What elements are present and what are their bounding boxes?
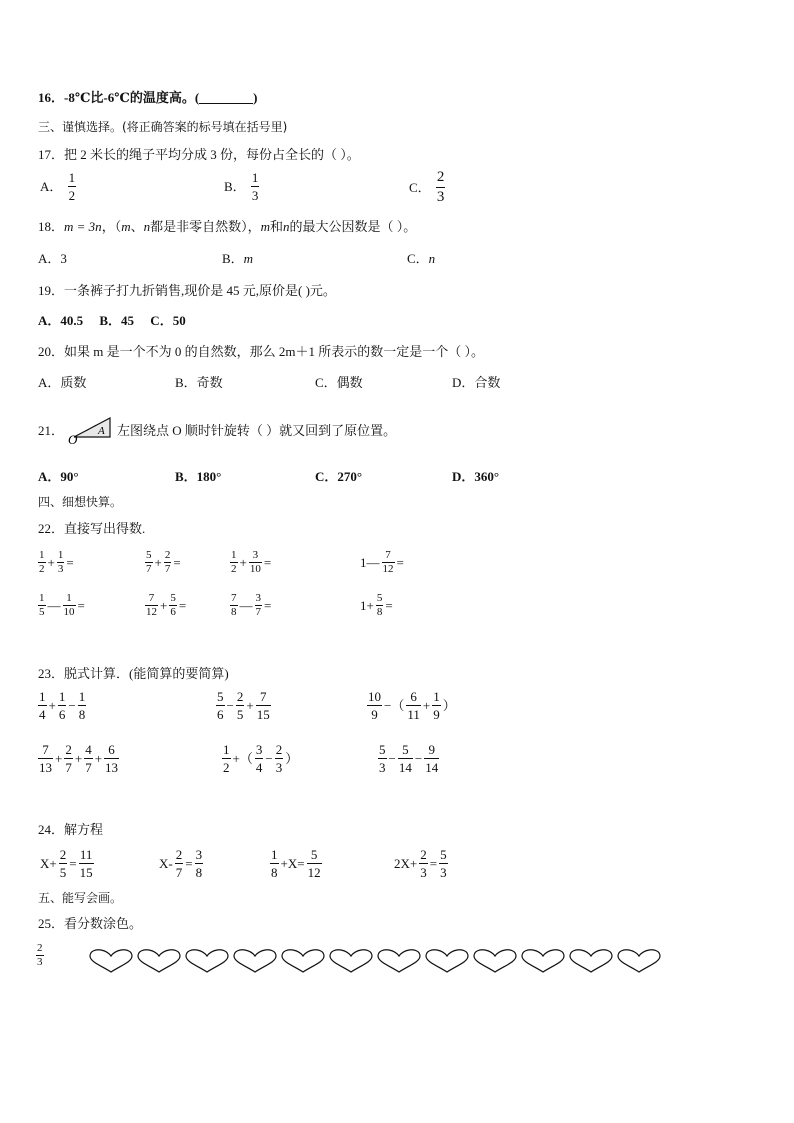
fraction: [79, 848, 94, 879]
numerator: 2: [236, 689, 244, 704]
q22-item[interactable]: [230, 593, 273, 618]
fraction-bar: [251, 186, 260, 187]
fraction: [78, 690, 87, 721]
numerator: 1: [66, 592, 72, 604]
denominator: 5: [236, 707, 244, 722]
denominator: 8: [195, 865, 203, 880]
denominator: 4: [39, 707, 46, 722]
equals: =: [178, 598, 187, 613]
denominator: 8: [78, 707, 86, 722]
numerator: 5: [402, 742, 409, 757]
q16-close: ): [253, 90, 258, 105]
q16-answer-blank[interactable]: [199, 93, 253, 104]
heart-shape[interactable]: [184, 948, 230, 974]
fraction: [382, 550, 395, 575]
fraction-bar: [256, 705, 271, 706]
q16-text: -8℃比-6℃的温度高。(: [64, 90, 200, 105]
q17-option-c[interactable]: [407, 170, 445, 205]
fraction: [64, 743, 73, 774]
denominator: 3: [420, 865, 427, 880]
numerator: 1: [433, 689, 440, 704]
q20-stem: 20．如果 m 是一个不为 0 的自然数，那么 2m＋1 所表示的数一定是一个（ ）。: [38, 344, 484, 359]
numerator: 5: [310, 847, 318, 862]
denominator: 5: [39, 606, 45, 618]
operator: +: [246, 698, 254, 713]
numerator: 2: [175, 847, 183, 862]
fraction-bar: [84, 758, 93, 759]
q20-option-c[interactable]: C．偶数: [315, 375, 363, 390]
numerator: 1: [223, 742, 230, 757]
operator: ）: [442, 698, 456, 713]
denominator: 11: [407, 707, 420, 722]
equals: =: [385, 598, 393, 613]
fraction-bar: [307, 863, 322, 864]
heart-shape[interactable]: [136, 948, 182, 974]
operator: −: [68, 698, 76, 713]
numerator: 10: [368, 689, 381, 704]
operator: —: [47, 598, 61, 613]
heart-row: [88, 948, 662, 974]
denominator: 9: [371, 707, 378, 722]
fraction: [230, 550, 238, 575]
heart-shape[interactable]: [472, 948, 518, 974]
denominator: 7: [146, 563, 152, 575]
denominator: 3: [436, 189, 445, 205]
q22-stem: 22．直接写出得数.: [38, 521, 146, 536]
numerator: 3: [195, 847, 203, 862]
numerator: 2: [59, 847, 67, 862]
numerator: 5: [379, 742, 386, 757]
fraction: [255, 743, 264, 774]
operator: —: [239, 598, 253, 613]
numerator: 9: [428, 742, 435, 757]
fraction-bar: [432, 705, 441, 706]
denominator: 12: [146, 606, 157, 618]
denominator: 12: [382, 563, 394, 575]
q21-option-a[interactable]: A．90°: [38, 469, 79, 484]
numerator: 6: [410, 689, 417, 704]
heart-shape[interactable]: [88, 948, 134, 974]
numerator: 3: [252, 549, 259, 561]
q17-a-fraction: [68, 171, 77, 202]
q21-option-b[interactable]: B．180°: [175, 469, 222, 484]
fraction-bar: [104, 758, 119, 759]
numerator: 2: [420, 847, 427, 862]
q18-text2: 都是非零自然数），: [150, 219, 261, 234]
denominator: 14: [398, 760, 412, 775]
denominator: 2: [68, 188, 76, 203]
q23-expression[interactable]: [38, 743, 119, 774]
operator: −: [414, 751, 423, 766]
denominator: 5: [59, 865, 67, 880]
denominator: 7: [85, 760, 92, 775]
numerator: 1: [58, 689, 66, 704]
fraction: [255, 593, 263, 618]
fraction: [249, 550, 262, 575]
denominator: 8: [271, 865, 278, 880]
q17-b-fraction: [251, 171, 260, 202]
q18-text1: ，（: [101, 219, 122, 234]
mid: =: [69, 856, 77, 871]
fraction-bar: [406, 705, 421, 706]
fraction: [378, 743, 387, 774]
denominator: 3: [251, 188, 259, 203]
fraction: [236, 690, 245, 721]
numerator: 6: [108, 742, 115, 757]
q17-c-label: C．: [409, 180, 431, 195]
numerator: 5: [376, 592, 383, 604]
q21-text: 左图绕点 O 顺时针旋转（ ）就又回到了原位置。: [117, 423, 397, 438]
numerator: 7: [148, 592, 155, 604]
denominator: 6: [58, 707, 66, 722]
equals: =: [263, 555, 272, 570]
q20-option-a[interactable]: A．质数: [38, 375, 87, 390]
fraction: [406, 690, 421, 721]
fraction: [175, 848, 184, 879]
heart-shape[interactable]: [232, 948, 278, 974]
fraction-bar: [58, 705, 67, 706]
fraction: [195, 848, 204, 879]
figure-label-o: O: [68, 432, 78, 445]
fraction-bar: [79, 863, 94, 864]
fraction: [169, 593, 177, 618]
fraction: [230, 593, 238, 618]
fraction: [367, 690, 382, 721]
q23-expression[interactable]: [378, 743, 439, 774]
q17-c-fraction: [436, 170, 446, 205]
fraction: [38, 593, 46, 618]
numerator: 7: [385, 549, 391, 561]
fraction-bar: [78, 705, 87, 706]
q16: [38, 91, 258, 104]
fraction: [439, 848, 448, 879]
numerator: 1: [271, 847, 278, 862]
q18-c-value: n: [428, 251, 436, 266]
fraction: [36, 943, 44, 968]
heart-shape[interactable]: [328, 948, 374, 974]
denominator: 3: [37, 956, 43, 968]
numerator: 1: [39, 689, 46, 704]
heart-shape[interactable]: [616, 948, 662, 974]
fraction: [432, 690, 441, 721]
q25-fraction: [36, 943, 44, 968]
fraction-bar: [255, 758, 264, 759]
denominator: 3: [379, 760, 386, 775]
q23-expression[interactable]: [367, 690, 458, 721]
numerator: 7: [42, 742, 49, 757]
mid: =: [185, 856, 193, 871]
operator: +: [160, 598, 168, 613]
q22-item[interactable]: [145, 593, 188, 618]
q25-stem: 25．看分数涂色。: [38, 916, 143, 931]
q19-options[interactable]: A．40.5 B．45 C．50: [38, 313, 186, 328]
q18-option-a[interactable]: A．3: [38, 251, 67, 266]
numerator: 2: [275, 742, 283, 757]
q24-equation[interactable]: [157, 848, 203, 879]
equals: =: [77, 598, 85, 613]
fraction-bar: [439, 863, 448, 864]
fraction-bar: [68, 186, 77, 187]
numerator: 4: [85, 742, 92, 757]
figure-label-a: A: [98, 425, 105, 437]
fraction: [398, 743, 413, 774]
operator: +: [55, 751, 63, 766]
q23-expression[interactable]: [216, 690, 271, 721]
equals: =: [66, 555, 74, 570]
denominator: 12: [307, 865, 321, 880]
q18-var-n2: n: [283, 219, 290, 234]
section5-heading: 五、能写会画。: [38, 891, 123, 905]
denominator: 10: [249, 563, 261, 575]
numerator: 5: [440, 847, 447, 862]
operator: ）: [285, 751, 299, 766]
mid: =: [429, 856, 438, 871]
denominator: 15: [79, 865, 93, 880]
denominator: 7: [175, 865, 183, 880]
heart-shape[interactable]: [376, 948, 422, 974]
fraction-bar: [222, 758, 231, 759]
fraction: [38, 550, 46, 575]
prefix: X+: [40, 856, 57, 871]
mid: +X=: [280, 856, 305, 871]
q17-a-label: A．: [40, 179, 63, 194]
numerator: 3: [255, 742, 263, 757]
fraction: [84, 743, 93, 774]
fraction-bar: [38, 705, 47, 706]
denominator: 3: [440, 865, 447, 880]
q18-c-label: C．: [407, 251, 429, 266]
denominator: 15: [256, 707, 270, 722]
fraction-bar: [195, 863, 204, 864]
heart-shape[interactable]: [424, 948, 470, 974]
denominator: 2: [39, 563, 45, 575]
equals: =: [396, 555, 404, 570]
fraction: [38, 690, 47, 721]
fraction-bar: [175, 863, 184, 864]
numerator: 1: [39, 592, 45, 604]
fraction: [58, 690, 67, 721]
prefix: X-: [159, 856, 173, 871]
q17-b-label: B．: [224, 179, 246, 194]
fraction-bar: [216, 705, 225, 706]
q18-equation: m = 3n: [64, 219, 102, 234]
prefix: 1+: [360, 598, 374, 613]
fraction: [145, 550, 153, 575]
denominator: 10: [63, 606, 75, 618]
operator: +: [239, 555, 247, 570]
section3-heading: 三、谨慎选择。(将正确答案的标号填在括号里): [38, 120, 288, 134]
numerator: 7: [231, 592, 237, 604]
q19-stem: 19．一条裤子打九折销售,现价是 45 元,原价是( )元。: [38, 283, 336, 298]
q22-item[interactable]: [38, 593, 87, 618]
q18-option-b[interactable]: [222, 252, 253, 265]
heart-shape[interactable]: [520, 948, 566, 974]
denominator: 8: [231, 606, 237, 618]
operator: −（: [384, 698, 405, 713]
denominator: 2: [223, 760, 230, 775]
operator: +: [47, 555, 55, 570]
fraction: [38, 743, 53, 774]
heart-shape[interactable]: [568, 948, 614, 974]
fraction: [270, 848, 279, 879]
fraction: [256, 690, 271, 721]
numerator: 5: [170, 592, 176, 604]
q20-option-b[interactable]: B．奇数: [175, 375, 223, 390]
q18-and: 和: [270, 219, 284, 234]
denominator: 4: [255, 760, 263, 775]
denominator: 3: [275, 760, 283, 775]
operator: +: [94, 751, 103, 766]
q17-option-a[interactable]: [38, 171, 76, 202]
q24-equation[interactable]: [392, 848, 448, 879]
fraction: [419, 848, 428, 879]
fraction-bar: [367, 705, 382, 706]
numerator: 1: [78, 689, 86, 704]
fraction: [57, 550, 65, 575]
numerator: 2: [37, 942, 43, 954]
numerator: 2: [164, 549, 171, 561]
numerator: 1: [231, 549, 237, 561]
q22-item[interactable]: [38, 550, 76, 575]
denominator: 14: [425, 760, 439, 775]
fraction: [275, 743, 284, 774]
denominator: 6: [217, 707, 224, 722]
q21-option-d[interactable]: D．360°: [452, 469, 500, 484]
q18-var-m2: m: [260, 219, 271, 234]
q16-number: 16．: [38, 90, 65, 105]
q22-item[interactable]: [358, 593, 395, 618]
denominator: 9: [433, 707, 440, 722]
q23-expression[interactable]: [38, 690, 86, 721]
q24-stem: 24．解方程: [38, 822, 104, 837]
operator: −: [265, 751, 273, 766]
q18-var-m: m: [121, 219, 131, 234]
heart-shape[interactable]: [280, 948, 326, 974]
q17-option-b[interactable]: [222, 171, 259, 202]
operator: +（: [232, 751, 253, 766]
q24-equation[interactable]: [38, 848, 94, 879]
q20-option-d[interactable]: D．合数: [452, 375, 501, 390]
fraction: [424, 743, 439, 774]
denominator: 7: [65, 760, 72, 775]
fraction: [59, 848, 68, 879]
q23-stem: 23．脱式计算．(能简算的要简算): [38, 666, 229, 681]
q18-b-value: m: [243, 251, 254, 266]
fraction-bar: [275, 758, 284, 759]
fraction-bar: [236, 705, 245, 706]
q22-item[interactable]: [358, 550, 406, 575]
fraction: [104, 743, 119, 774]
q18-var-n: n: [143, 219, 151, 234]
q22-item[interactable]: [145, 550, 183, 575]
numerator: 7: [259, 689, 267, 704]
denominator: 8: [376, 606, 383, 618]
numerator: 1: [57, 549, 64, 561]
equals: =: [264, 598, 272, 613]
operator: +: [422, 698, 431, 713]
denominator: 7: [164, 563, 171, 575]
denominator: 3: [57, 563, 64, 575]
numerator: 5: [217, 689, 224, 704]
q17-stem: 17．把 2 米长的绳子平均分成 3 份，每份占全长的（ ）。: [38, 147, 360, 162]
numerator: 2: [65, 742, 72, 757]
denominator: 7: [255, 606, 261, 618]
fraction-bar: [59, 863, 68, 864]
fraction: [307, 848, 322, 879]
numerator: 1: [251, 170, 259, 185]
fraction: [216, 690, 225, 721]
q21-number: 21．: [38, 423, 65, 438]
operator: −: [388, 751, 396, 766]
q18-option-c[interactable]: [407, 252, 435, 265]
fraction-bar: [270, 863, 279, 864]
numerator: 5: [146, 549, 152, 561]
prefix: 1—: [360, 555, 380, 570]
fraction-bar: [436, 187, 446, 188]
denominator: 6: [170, 606, 176, 618]
fraction: [222, 743, 231, 774]
operator: −: [226, 698, 234, 713]
operator: +: [154, 555, 162, 570]
fraction-bar: [398, 758, 413, 759]
q18-text3: 的最大公因数是（ ）。: [289, 219, 417, 234]
operator: +: [74, 751, 83, 766]
q23-expression[interactable]: [222, 743, 300, 774]
fraction: [145, 593, 158, 618]
fraction-bar: [38, 758, 53, 759]
numerator: 1: [68, 170, 76, 185]
equals: =: [173, 555, 181, 570]
prefix: 2X+: [394, 856, 418, 871]
fraction-bar: [378, 758, 387, 759]
q18-number: 18．: [38, 219, 65, 234]
fraction-bar: [64, 758, 73, 759]
fraction: [63, 593, 76, 618]
q21-option-c[interactable]: C．270°: [315, 469, 363, 484]
fraction-bar: [419, 863, 428, 864]
denominator: 13: [39, 760, 52, 775]
rotation-figure: [66, 413, 116, 445]
operator: +: [48, 698, 56, 713]
q18-b-label: B．: [222, 251, 244, 266]
q18-sep: 、: [130, 219, 144, 234]
q24-equation[interactable]: [270, 848, 322, 879]
numerator: 3: [255, 592, 261, 604]
numerator: 1: [39, 549, 45, 561]
numerator: 11: [79, 847, 93, 862]
denominator: 2: [231, 563, 237, 575]
fraction: [376, 593, 384, 618]
q22-item[interactable]: [230, 550, 273, 575]
fraction: [164, 550, 172, 575]
denominator: 13: [105, 760, 119, 775]
q18-stem: [38, 220, 416, 233]
fraction-bar: [424, 758, 439, 759]
numerator: 2: [436, 169, 445, 185]
section4-heading: 四、细想快算。: [38, 495, 123, 509]
